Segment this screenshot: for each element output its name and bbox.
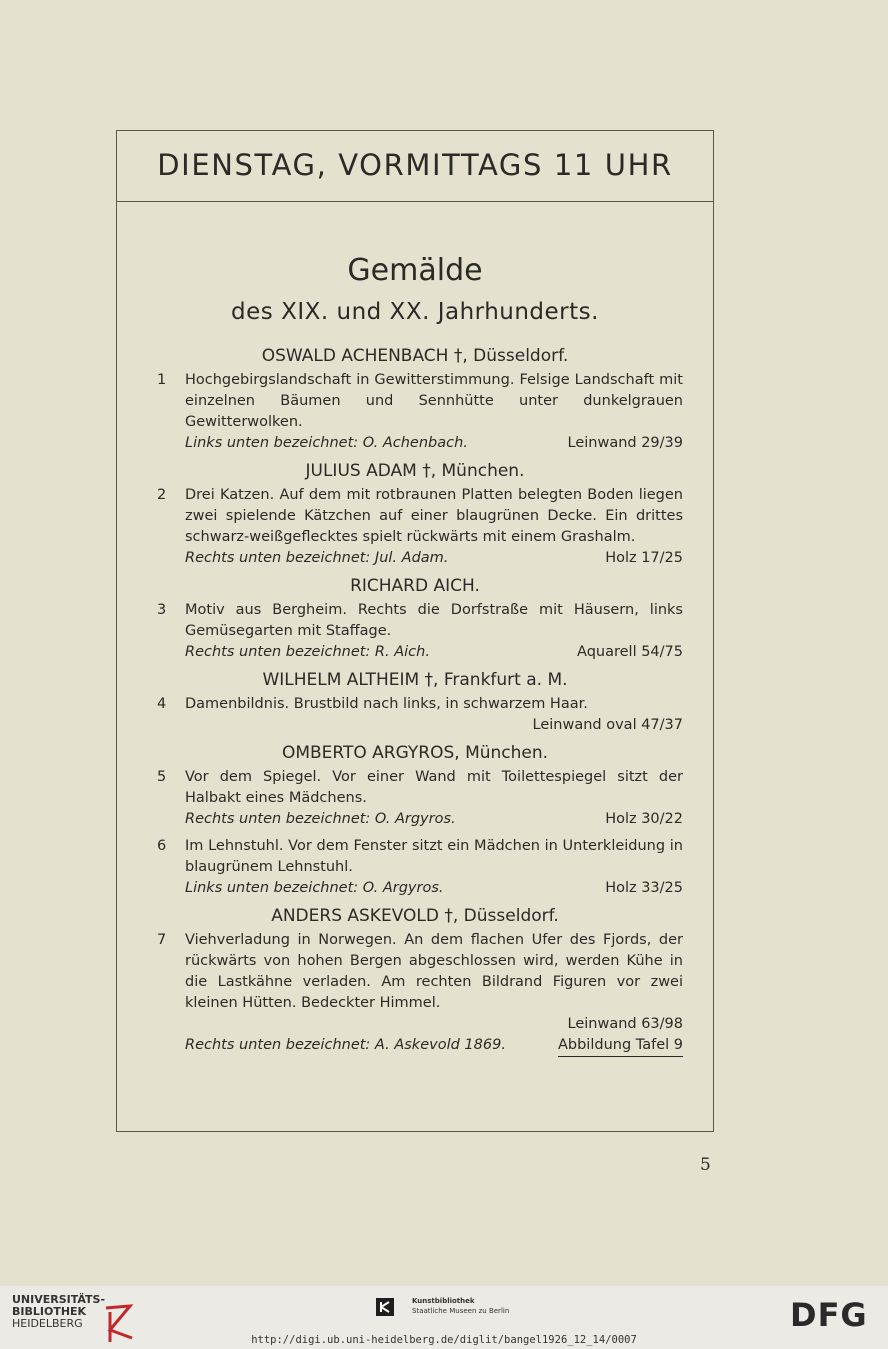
plate-reference: Abbildung Tafel 9: [558, 1035, 683, 1057]
artist-heading: RICHARD AICH.: [350, 576, 480, 596]
lot-medium: Leinwand oval 47/37: [532, 717, 683, 733]
lot-meta-row: [185, 1035, 683, 1057]
lot-entry: [117, 370, 713, 454]
lot-entry: [117, 600, 713, 663]
lot-description: Motiv aus Bergheim. Rechts die Dorfstraße mit Häusern, links Gemüsegarten mit Staffage.: [185, 602, 683, 639]
kb-line-2: Staatliche Museen zu Berlin: [412, 1307, 510, 1315]
lot-meta-row: [185, 809, 683, 830]
header-divider: [117, 201, 713, 202]
kb-line-1: Kunstbibliothek: [412, 1297, 475, 1305]
lot-medium: Holz 30/22: [605, 811, 683, 827]
section-title: Gemälde: [347, 253, 483, 288]
lot-number: 3: [157, 602, 167, 618]
lot-list: [117, 345, 713, 1063]
session-header: DIENSTAG, VORMITTAGS 11 UHR: [157, 148, 673, 182]
uni-line-3: HEIDELBERG: [12, 1317, 83, 1330]
lot-entry: [117, 767, 713, 830]
uni-line-1: UNIVERSITÄTS-: [12, 1293, 106, 1306]
university-library-logo[interactable]: [12, 1294, 105, 1330]
lot-medium-row: [185, 1014, 683, 1035]
lot-medium: Holz 17/25: [605, 550, 683, 566]
kunstbibliothek-text: [412, 1296, 509, 1316]
lot-number: 1: [157, 372, 167, 388]
uni-line-2: BIBLIOTHEK: [12, 1305, 87, 1318]
artist-heading: ANDERS ASKEVOLD †, Düsseldorf.: [271, 906, 559, 926]
lot-desc-row: [185, 485, 683, 548]
page-number: 5: [700, 1155, 711, 1175]
kunstbibliothek-mark-icon: [376, 1298, 394, 1316]
lot-description: Im Lehnstuhl. Vor dem Fenster sitzt ein Mädchen in Unterkleidung in blaugrünem Lehnstuhl.: [185, 838, 683, 875]
content-frame: [116, 130, 714, 1132]
lot-number: 4: [157, 696, 167, 712]
lot-medium: Holz 33/25: [605, 880, 683, 896]
lot-meta-row: [185, 548, 683, 569]
lot-number: 7: [157, 932, 167, 948]
lot-medium: Leinwand 29/39: [567, 435, 683, 451]
lot-description: Drei Katzen. Auf dem mit rotbraunen Platten belegten Boden liegen zwei spielende Kätzchen auf einer blaugrünen Decke. Ein drittes schwarz-weißgeflecktes spielt rückwärts mit einem Grashalm.: [185, 487, 683, 545]
dfg-logo[interactable]: DFG: [790, 1296, 868, 1334]
lot-description: Damenbildnis. Brustbild nach links, in schwarzem Haar.: [185, 696, 588, 712]
lot-entry: [117, 930, 713, 1057]
lot-number: 6: [157, 838, 167, 854]
lot-description: Hochgebirgslandschaft in Gewitterstimmung. Felsige Landschaft mit einzelnen Bäumen und Sennhütte unter dunkelgrauen Gewitterwolken.: [185, 372, 683, 430]
artist-heading: OSWALD ACHENBACH †, Düsseldorf.: [261, 346, 569, 366]
lot-meta-row: [185, 642, 683, 663]
lot-medium: Leinwand 63/98: [567, 1016, 683, 1032]
lot-meta-row: [185, 878, 683, 899]
source-url[interactable]: http://digi.ub.uni-heidelberg.de/diglit/bangel1926_12_14/0007: [251, 1334, 637, 1346]
artist-heading: WILHELM ALTHEIM †, Frankfurt a. M.: [262, 670, 568, 690]
lot-meta-row: [185, 715, 683, 736]
lot-entry: [117, 485, 713, 569]
lot-signature: Rechts unten bezeichnet: A. Askevold 1869.: [185, 1037, 506, 1053]
footer-bar: [0, 1286, 888, 1349]
lot-signature: Rechts unten bezeichnet: R. Aich.: [185, 644, 430, 660]
lot-description: Viehverladung in Norwegen. An dem flachen Ufer des Fjords, der rückwärts von hohen Bergen abgeschlossen wird, werden Kühe in die Lastkähne verladen. Am rechten Bildrand Figuren vor zwei kleinen Hütten. Bedeckter Himmel.: [185, 932, 683, 1011]
lot-signature: Links unten bezeichnet: O. Argyros.: [185, 880, 444, 896]
lot-entry: [117, 836, 713, 899]
lot-meta-row: [185, 433, 683, 454]
lot-entry: [117, 694, 713, 736]
lot-number: 5: [157, 769, 167, 785]
lot-description: Vor dem Spiegel. Vor einer Wand mit Toilettespiegel sitzt der Halbakt eines Mädchens.: [185, 769, 683, 806]
lot-signature: Links unten bezeichnet: O. Achenbach.: [185, 435, 468, 451]
section-subtitle: des XIX. und XX. Jahrhunderts.: [231, 299, 599, 325]
lot-signature: Rechts unten bezeichnet: O. Argyros.: [185, 811, 456, 827]
artist-heading: OMBERTO ARGYROS, München.: [281, 743, 549, 763]
lot-medium: Aquarell 54/75: [577, 644, 683, 660]
lot-signature: Rechts unten bezeichnet: Jul. Adam.: [185, 550, 449, 566]
artist-heading: JULIUS ADAM †, München.: [305, 461, 525, 481]
lot-number: 2: [157, 487, 167, 503]
